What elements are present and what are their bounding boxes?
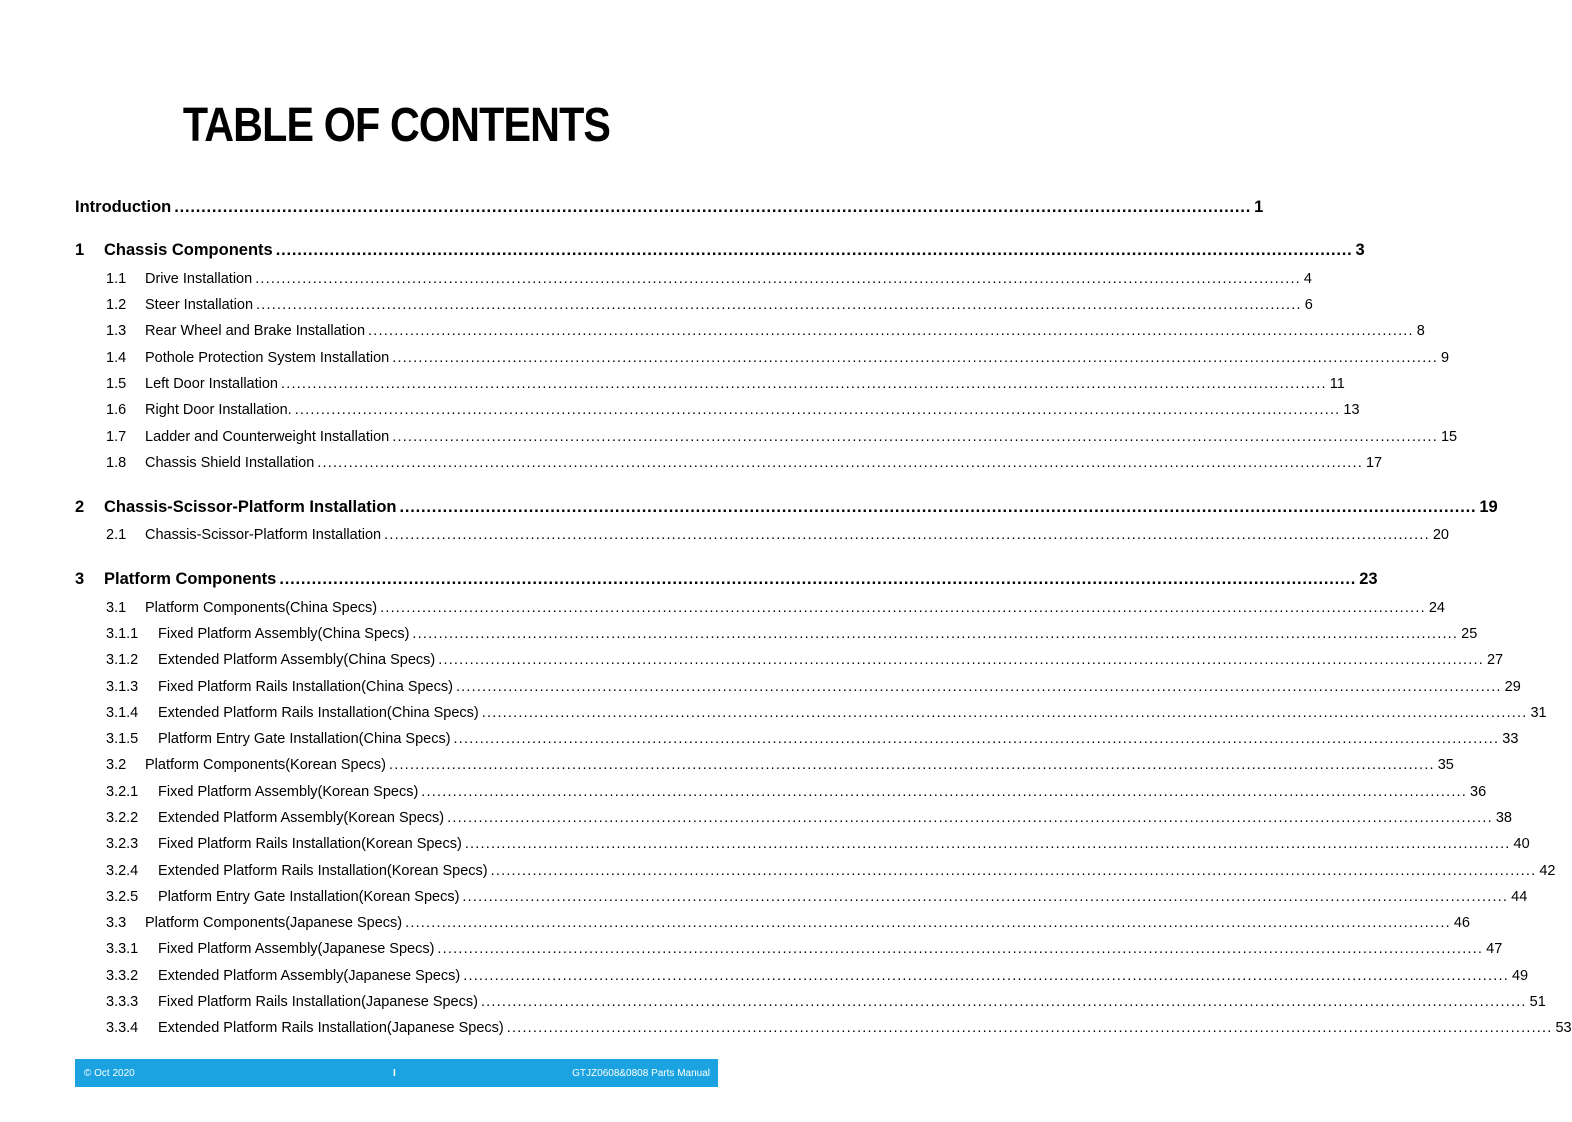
toc-leader-dots: ........................................................................................................................................................................................................	[480, 994, 1527, 1010]
toc-entry-number: 3.3.1	[106, 941, 139, 957]
toc-entry-label: Platform Components(China Specs)	[145, 600, 378, 616]
toc-entry-page: 31	[1530, 705, 1547, 721]
toc-entry-number: 1.4	[106, 350, 127, 366]
toc-entry-page: 20	[1432, 527, 1449, 543]
toc-entry-label: Rear Wheel and Brake Installation	[145, 323, 366, 339]
toc-entry-number: 1.3	[106, 323, 127, 339]
footer-manual-name: GTJZ0608&0808 Parts Manual	[572, 1068, 710, 1079]
toc-leader-dots: ........................................................................................................................................................................................................	[462, 889, 1509, 905]
toc-entry[interactable]	[106, 915, 1470, 931]
toc-entry-page: 53	[1555, 1020, 1572, 1036]
toc-entry[interactable]	[106, 600, 1445, 616]
toc-entry[interactable]	[106, 1020, 1572, 1036]
toc-entry-number: 3.2.3	[106, 836, 139, 852]
toc-entry-label: Chassis-Scissor-Platform Installation	[104, 498, 397, 516]
toc-entry-label: Extended Platform Rails Installation(Korean Specs)	[158, 863, 488, 879]
toc-entry-number: 2	[75, 498, 85, 516]
toc-entry-page: 4	[1303, 271, 1312, 287]
toc-entry-page: 47	[1486, 941, 1503, 957]
toc-entry-label: Right Door Installation.	[145, 402, 292, 418]
toc-entry-label: Chassis-Scissor-Platform Installation	[145, 527, 382, 543]
toc-entry-number: 3.2	[106, 757, 127, 773]
toc-entry-page: 25	[1461, 626, 1478, 642]
toc-leader-dots: ........................................................................................................................................................................................................	[481, 705, 1528, 721]
page-footer	[75, 1059, 718, 1087]
toc-entry-number: 3.1.3	[106, 679, 139, 695]
toc-leader-dots: ........................................................................................................................................................................................................	[275, 241, 1353, 259]
toc-entry-number: 3.2.2	[106, 810, 139, 826]
toc-entry-number: 3.3	[106, 915, 127, 931]
toc-leader-dots: ........................................................................................................................................................................................................	[317, 455, 1363, 471]
toc-entry-page: 3	[1355, 241, 1365, 259]
toc-entry-page: 40	[1513, 836, 1530, 852]
toc-entry[interactable]	[106, 323, 1425, 339]
toc-leader-dots: ........................................................................................................................................................................................................	[405, 915, 1451, 931]
toc-leader-dots: ........................................................................................................................................................................................................	[455, 679, 1502, 695]
toc-entry-label: Extended Platform Rails Installation(China Specs)	[158, 705, 479, 721]
toc-entry-number: 2.1	[106, 527, 127, 543]
toc-entry[interactable]	[106, 376, 1345, 392]
toc-entry-label: Chassis Components	[104, 241, 273, 259]
footer-date: © Oct 2020	[84, 1068, 135, 1079]
toc-entry-page: 11	[1329, 376, 1345, 392]
footer-page-number: I	[393, 1068, 396, 1079]
toc-leader-dots: ........................................................................................................................................................................................................	[368, 323, 1414, 339]
toc-entry-page: 17	[1365, 455, 1383, 471]
toc-entry-label: Chassis Shield Installation	[145, 455, 315, 471]
toc-entry-page: 24	[1428, 600, 1445, 616]
toc-entry-label: Platform Components(Japanese Specs)	[145, 915, 403, 931]
toc-leader-dots: ........................................................................................................................................................................................................	[294, 402, 1341, 418]
toc-leader-dots: ........................................................................................................................................................................................................	[256, 297, 1302, 313]
toc-entry[interactable]	[75, 570, 1378, 589]
toc-leader-dots: ........................................................................................................................................................................................................	[279, 570, 1357, 588]
toc-leader-dots: ........................................................................................................................................................................................................	[412, 626, 1459, 642]
toc-entry-number: 1.7	[106, 429, 127, 445]
toc-entry[interactable]	[106, 455, 1383, 471]
toc-entry-page: 38	[1495, 810, 1512, 826]
toc-entry-label: Fixed Platform Assembly(Japanese Specs)	[158, 941, 435, 957]
toc-entry-page: 23	[1359, 570, 1378, 588]
toc-entry-number: 3	[75, 570, 85, 588]
toc-entry-label: Introduction	[75, 198, 172, 216]
toc-entry-page: 29	[1504, 679, 1521, 695]
toc-leader-dots: ........................................................................................................................................................................................................	[437, 941, 1484, 957]
toc-entry-number: 3.1.2	[106, 652, 139, 668]
toc-entry-label: Fixed Platform Assembly(China Specs)	[158, 626, 410, 642]
toc-entry-label: Left Door Installation	[145, 376, 278, 392]
toc-leader-dots: ........................................................................................................................................................................................................	[255, 271, 1301, 287]
toc-entry-page: 27	[1486, 652, 1504, 668]
toc-entry[interactable]	[106, 889, 1528, 905]
toc-entry[interactable]	[106, 757, 1454, 773]
toc-entry-number: 1.2	[106, 297, 127, 313]
toc-entry-label: Fixed Platform Assembly(Korean Specs)	[158, 784, 419, 800]
toc-entry[interactable]	[106, 705, 1547, 721]
toc-entry[interactable]	[106, 679, 1521, 695]
toc-entry-number: 3.1	[106, 600, 127, 616]
toc-entry-page: 35	[1437, 757, 1454, 773]
toc-entry-label: Extended Platform Assembly(Korean Specs)	[158, 810, 445, 826]
toc-entry[interactable]	[106, 652, 1504, 668]
toc-entry-label: Ladder and Counterweight Installation	[145, 429, 390, 445]
toc-entry-page: 1	[1254, 198, 1264, 216]
toc-entry-number: 1.1	[106, 271, 127, 287]
toc-entry-label: Steer Installation	[145, 297, 254, 313]
toc-leader-dots: ........................................................................................................................................................................................................	[384, 527, 1430, 543]
toc-entry[interactable]	[75, 198, 1264, 217]
toc-entry[interactable]	[106, 968, 1529, 984]
toc-entry-page: 51	[1529, 994, 1546, 1010]
toc-entry-label: Platform Entry Gate Installation(China Specs)	[158, 731, 451, 747]
toc-entry-number: 3.1.1	[106, 626, 139, 642]
toc-leader-dots: ........................................................................................................................................................................................................	[380, 600, 1426, 616]
toc-entry[interactable]	[106, 810, 1512, 826]
toc-entry-number: 3.3.3	[106, 994, 139, 1010]
toc-entry[interactable]	[106, 731, 1519, 747]
toc-entry[interactable]	[106, 994, 1546, 1010]
toc-entry[interactable]	[106, 402, 1360, 418]
toc-entry[interactable]	[106, 297, 1313, 313]
toc-leader-dots: ........................................................................................................................................................................................................	[438, 652, 1484, 668]
toc-entry-page: 8	[1416, 323, 1425, 339]
toc-entry-label: Fixed Platform Rails Installation(Japanese Specs)	[158, 994, 478, 1010]
toc-leader-dots: ........................................................................................................................................................................................................	[447, 810, 1493, 826]
toc-leader-dots: ........................................................................................................................................................................................................	[490, 863, 1537, 879]
toc-leader-dots: ........................................................................................................................................................................................................	[281, 376, 1327, 392]
page-title: TABLE OF CONTENTS	[182, 99, 611, 152]
toc-entry-number: 3.2.1	[106, 784, 139, 800]
toc-entry-page: 46	[1453, 915, 1470, 931]
toc-entry[interactable]	[106, 863, 1556, 879]
toc-entry[interactable]	[106, 271, 1312, 287]
toc-entry-page: 44	[1511, 889, 1528, 905]
toc-entry-label: Extended Platform Assembly(China Specs)	[158, 652, 436, 668]
toc-entry-page: 19	[1479, 498, 1498, 516]
toc-leader-dots: ........................................................................................................................................................................................................	[399, 498, 1477, 516]
toc-entry-number: 3.3.4	[106, 1020, 139, 1036]
toc-entry-label: Platform Components	[104, 570, 277, 588]
toc-leader-dots: ........................................................................................................................................................................................................	[388, 757, 1435, 773]
toc-entry[interactable]	[106, 350, 1450, 366]
toc-entry-label: Extended Platform Rails Installation(Japanese Specs)	[158, 1020, 504, 1036]
toc-entry[interactable]	[106, 527, 1449, 543]
toc-leader-dots: ........................................................................................................................................................................................................	[464, 836, 1511, 852]
toc-entry-label: Drive Installation	[145, 271, 253, 287]
toc-entry[interactable]	[106, 784, 1487, 800]
toc-entry-page: 9	[1440, 350, 1450, 366]
toc-entry-label: Fixed Platform Rails Installation(China Specs)	[158, 679, 453, 695]
toc-leader-dots: ........................................................................................................................................................................................................	[506, 1020, 1553, 1036]
toc-entry-number: 3.2.5	[106, 889, 139, 905]
toc-entry-page: 15	[1440, 429, 1458, 445]
toc-entry-label: Platform Components(Korean Specs)	[145, 757, 386, 773]
toc-entry-number: 3.1.4	[106, 705, 139, 721]
toc-entry-label: Platform Entry Gate Installation(Korean Specs)	[158, 889, 460, 905]
toc-entry-label: Pothole Protection System Installation	[145, 350, 390, 366]
toc-leader-dots: ........................................................................................................................................................................................................	[463, 968, 1509, 984]
toc-entry[interactable]	[75, 498, 1498, 517]
toc-entry-page: 36	[1470, 784, 1487, 800]
toc-entry-page: 49	[1511, 968, 1529, 984]
toc-entry[interactable]	[75, 241, 1365, 260]
toc-leader-dots: ........................................................................................................................................................................................................	[392, 429, 1438, 445]
toc-entry-number: 3.1.5	[106, 731, 139, 747]
toc-entry[interactable]	[106, 941, 1503, 957]
toc-entry-page: 13	[1343, 402, 1360, 418]
toc-entry-label: Fixed Platform Rails Installation(Korean Specs)	[158, 836, 462, 852]
toc-entry-number: 1.8	[106, 455, 127, 471]
toc-leader-dots: ........................................................................................................................................................................................................	[174, 198, 1252, 216]
toc-entry-page: 6	[1304, 297, 1313, 313]
toc-entry-number: 3.3.2	[106, 968, 139, 984]
toc-entry-number: 1.6	[106, 402, 127, 418]
toc-entry-number: 3.2.4	[106, 863, 139, 879]
toc-entry-page: 42	[1539, 863, 1556, 879]
toc-leader-dots: ........................................................................................................................................................................................................	[453, 731, 1500, 747]
toc-entry-number: 1.5	[106, 376, 127, 392]
toc-entry-number: 1	[75, 241, 85, 259]
toc-entry-label: Extended Platform Assembly(Japanese Specs)	[158, 968, 461, 984]
toc-entry[interactable]	[106, 626, 1478, 642]
toc-entry-page: 33	[1502, 731, 1519, 747]
toc-entry[interactable]	[106, 429, 1458, 445]
toc-leader-dots: ........................................................................................................................................................................................................	[392, 350, 1438, 366]
toc-entry[interactable]	[106, 836, 1530, 852]
toc-leader-dots: ........................................................................................................................................................................................................	[421, 784, 1468, 800]
